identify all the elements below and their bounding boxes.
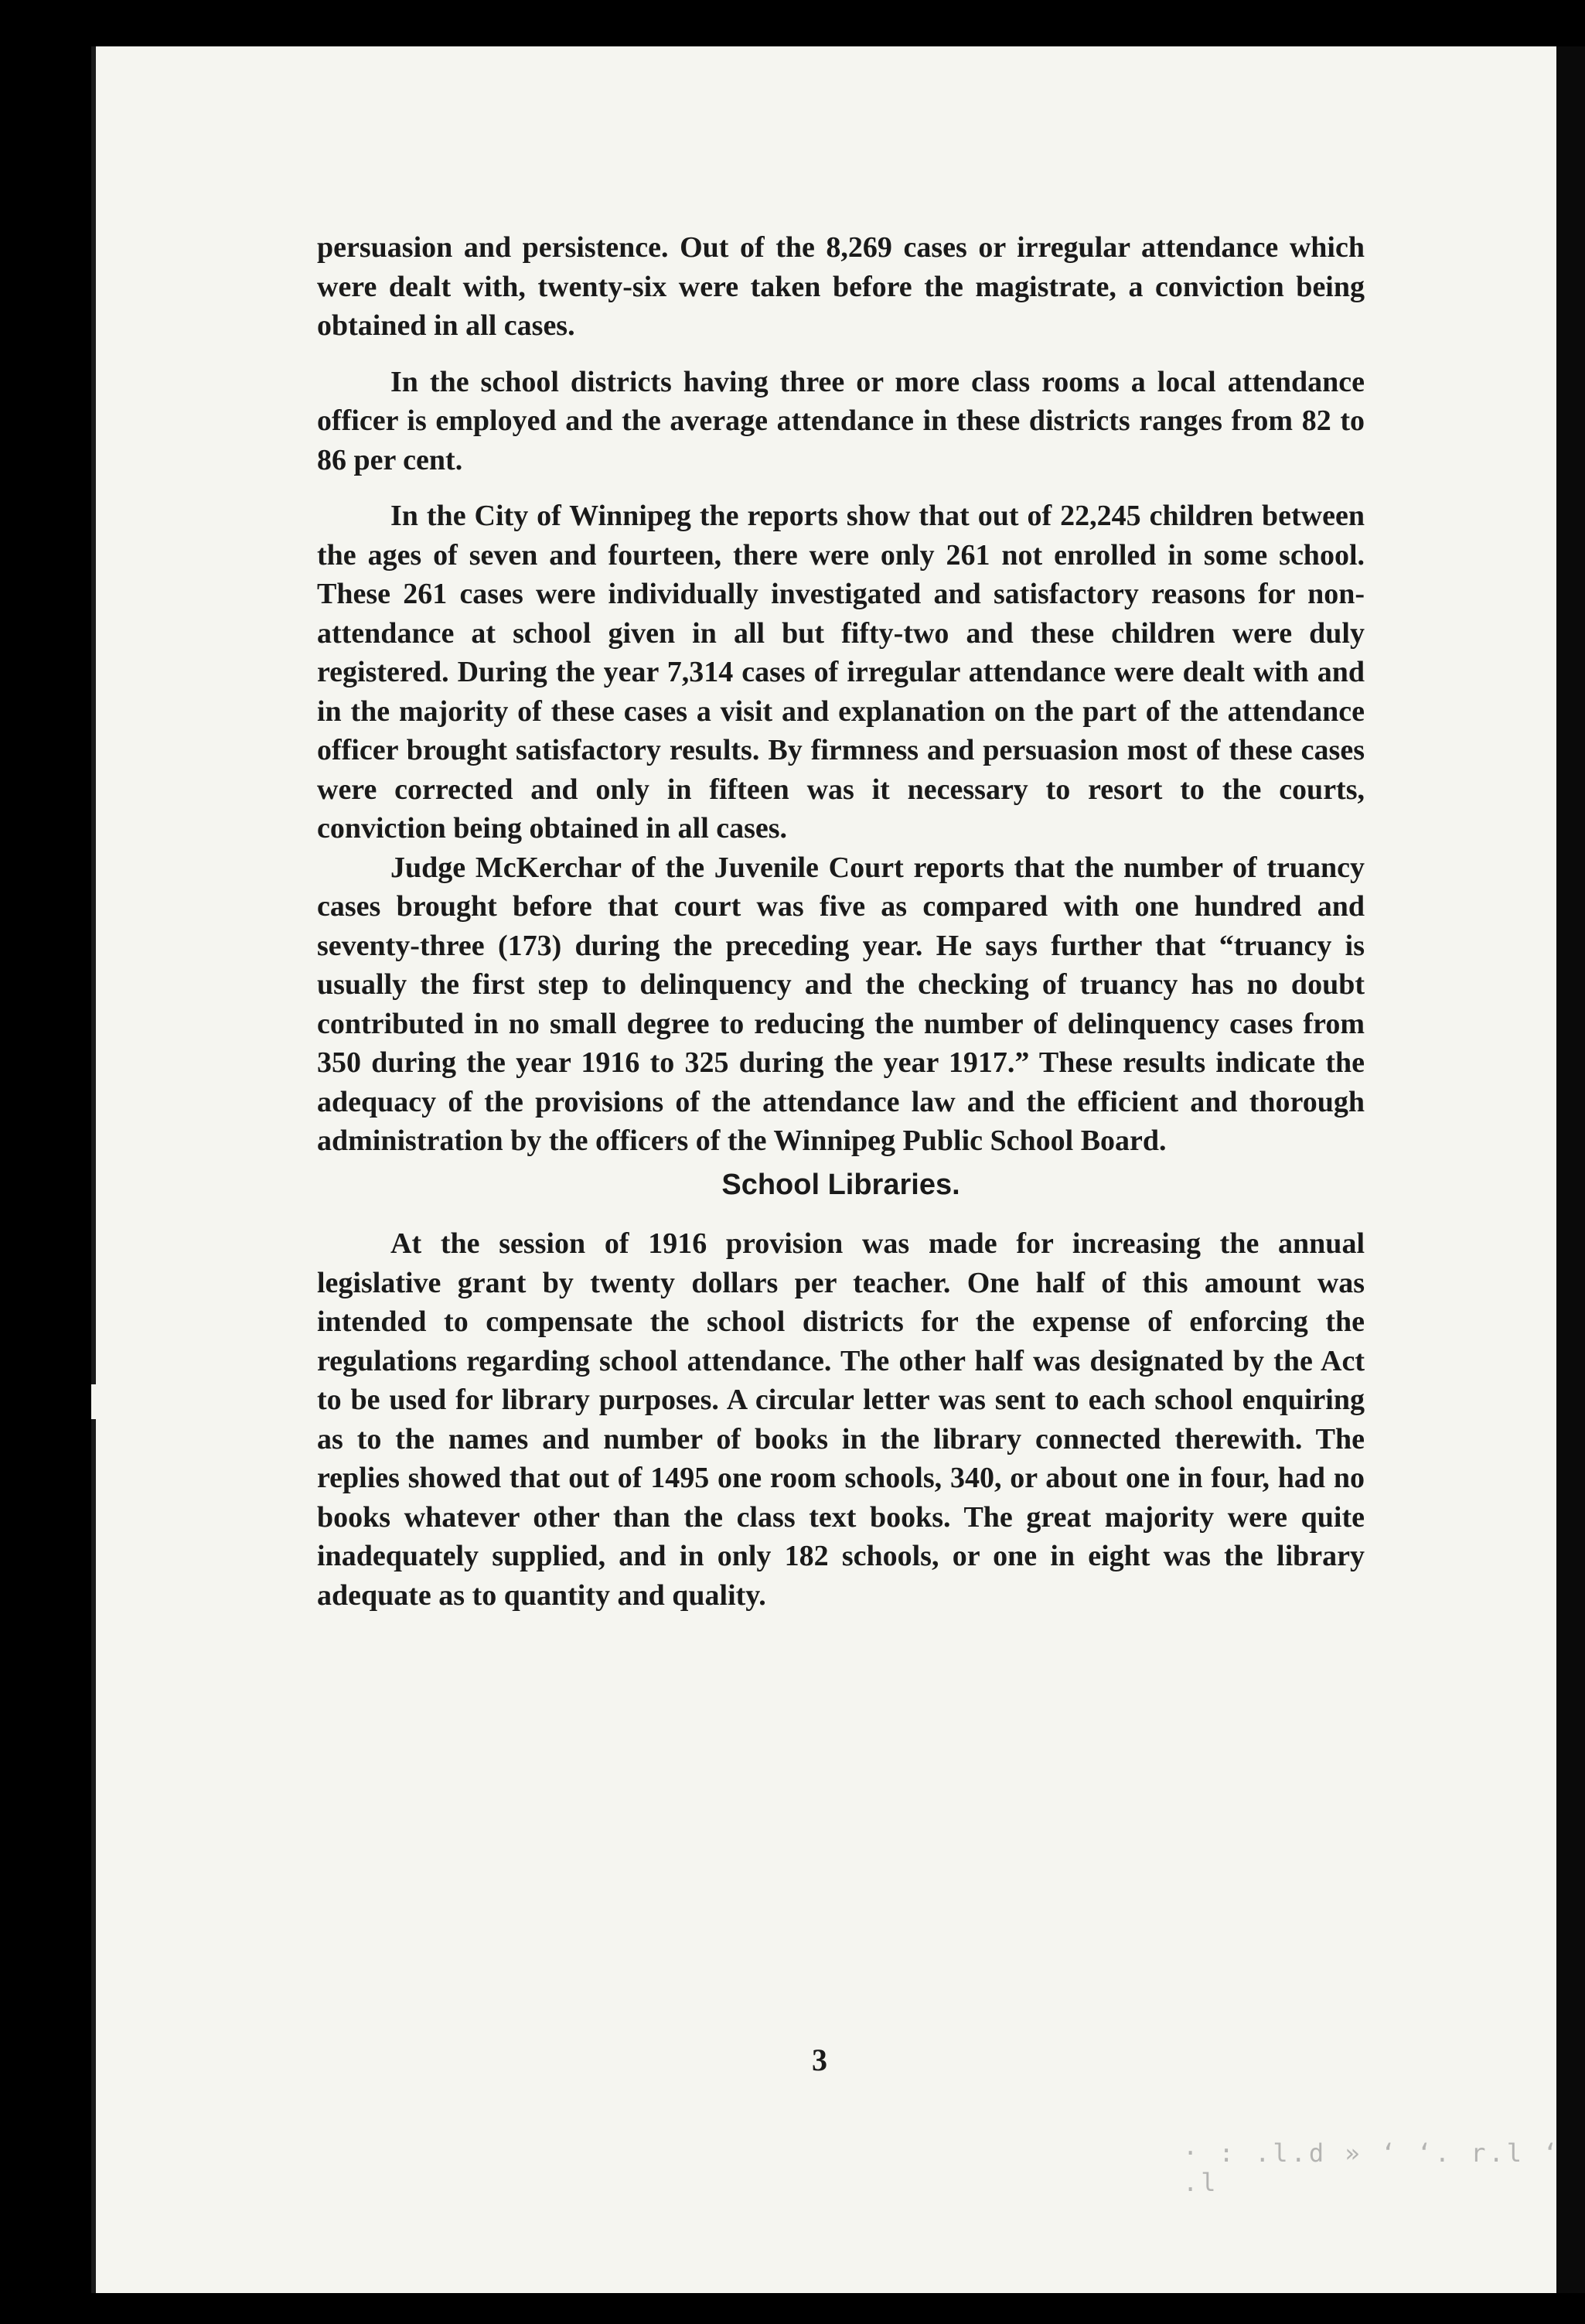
paragraph-continuation: persuasion and persistence. Out of the 8,269 cases or irregular attendance which were dealt with, twenty-six were taken before the magistrate, a conviction being obtained in all cases.: [317, 231, 1365, 342]
paragraph-juvenile-court: Judge McKerchar of the Juvenile Court reports that the number of truancy cases brought before that court was five as compared with one hundred and seventy-three (173) during the preceding year. He says further that “truancy is usually the first step to delinquency and the checking of truancy has no doubt contributed in no small degree to reducing the number of delinquency cases from 350 during the year 1916 to 325 during the year 1917.” These results indicate the adequacy of the provisions of the attendance law and the efficient and thorough administration by the officers of the Winnipeg Public School Board.: [317, 851, 1365, 1157]
paragraph-school-libraries: At the session of 1916 provision was made for increasing the annual legislative grant by twenty dollars per teacher. One half of this amount was intended to compensate the school districts for the expense of enforcing the regulations regarding school attendance. The other half was designated by the Act to be used for library purposes. A circular letter was sent to each school enquiring as to the names and number of books in the library connected therewith. The replies showed that out of 1495 one room schools, 340, or about one in four, had no books whatever other than the class text books. The great majority were quite inadequately supplied, and in only 182 schools, or one in eight was the library adequate as to quantity and quality.: [317, 1227, 1365, 1612]
paragraph-winnipeg: In the City of Winnipeg the reports show that out of 22,245 children between the ages of seven and fourteen, there were only 261 not enrolled in some school. These 261 cases were individually investigated and satisfactory reasons for non-attendance at school given in all but fifty-two and these children were duly registered. During the year 7,314 cases of irregular attendance were dealt with and in the majority of these cases a visit and explanation on the part of the attendance officer brought satisfactory results. By firmness and persuasion most of these cases were corrected and only in fifteen was it necessary to resort to the courts, conviction being obtained in all cases.: [317, 500, 1365, 845]
document-body: [317, 228, 1365, 1615]
section-heading: School Libraries.: [721, 1168, 960, 1201]
page-edge-shadow: [1556, 46, 1585, 2293]
paragraph-attendance-officer: In the school districts having three or more class rooms a local attendance officer is employed and the average attendance in these districts ranges from 82 to 86 per cent.: [317, 365, 1365, 476]
faded-stamp: · : .l.d » ‘ ‘. r.l ‘ .l: [1183, 2138, 1561, 2197]
binding-gap: [91, 1384, 96, 1419]
binding-rule: [91, 46, 96, 2293]
page-number: 3: [812, 2042, 827, 2077]
